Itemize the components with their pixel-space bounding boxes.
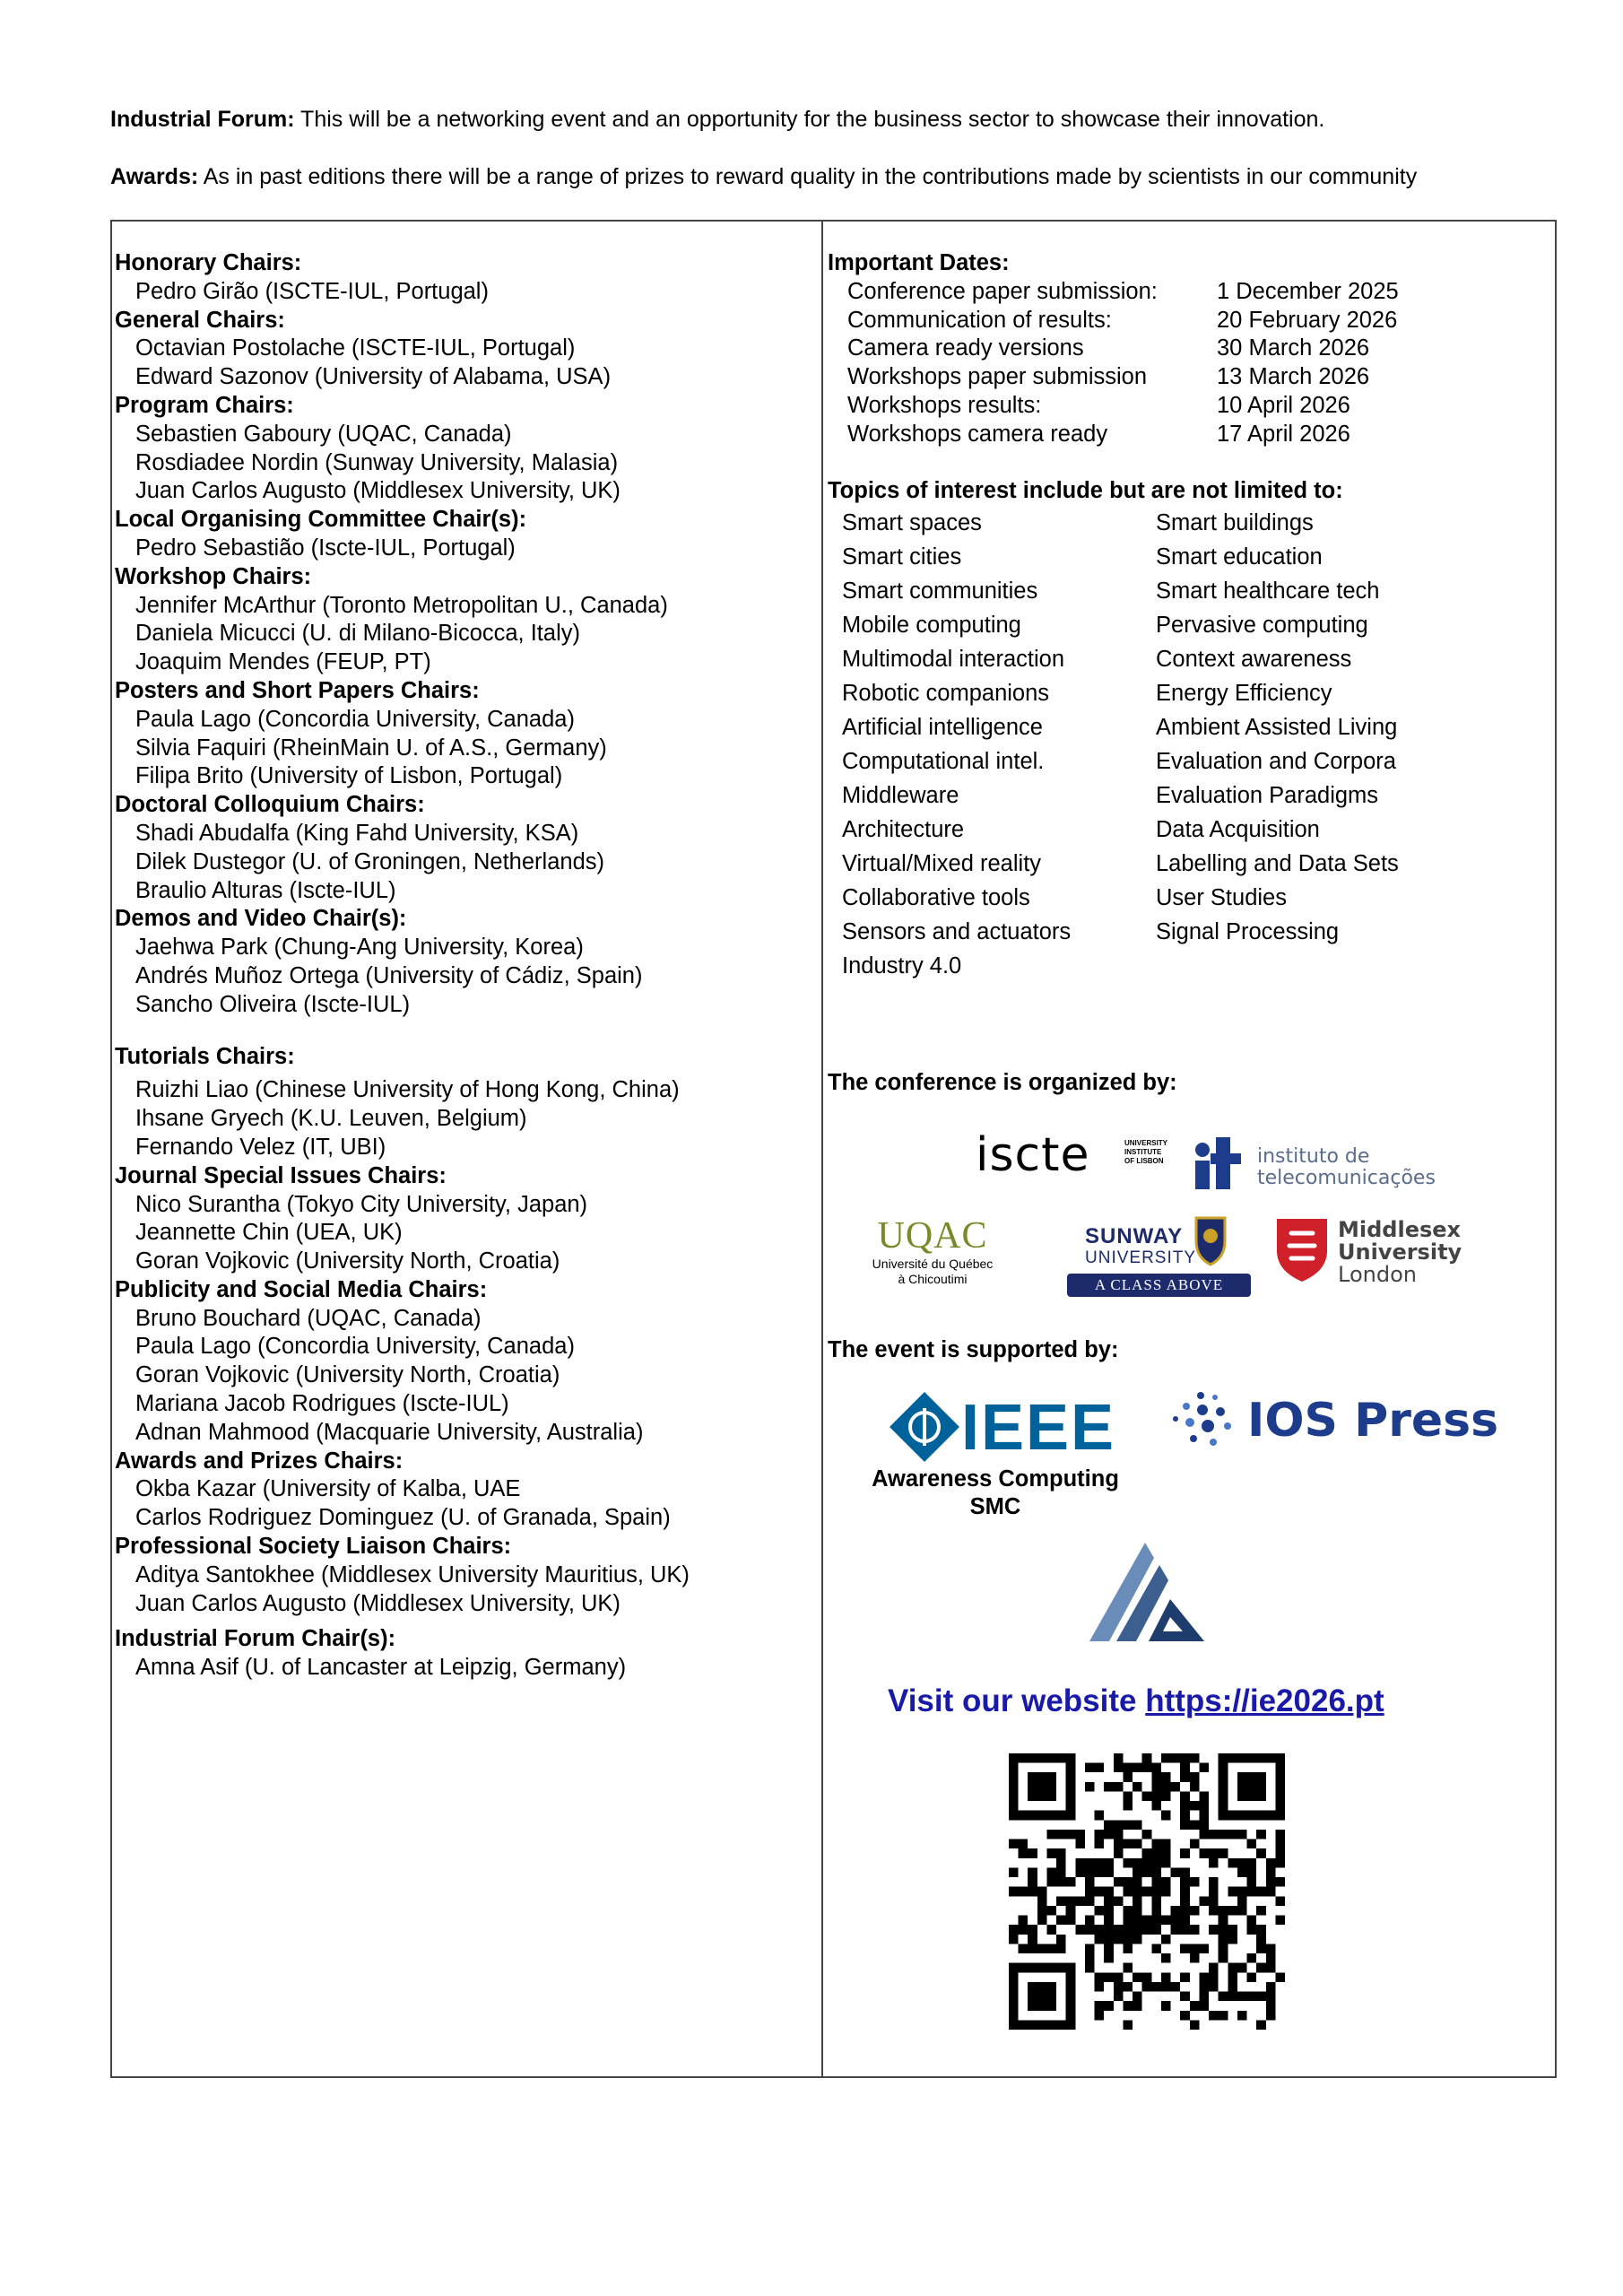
date-label: Camera ready versions (847, 335, 1084, 361)
committee-member: Goran Vojkovic (University North, Croatia) (135, 1248, 560, 1274)
middlesex-line2: University (1338, 1239, 1462, 1265)
date-row (847, 363, 1399, 392)
committee-member: Fernando Velez (IT, UBI) (135, 1134, 386, 1160)
topic-item: Collaborative tools (842, 884, 1030, 910)
ieee-wordmark: IEEE (961, 1392, 1116, 1464)
topic-item: Signal Processing (1156, 918, 1340, 944)
committee-member: Paula Lago (Concordia University, Canada) (135, 1334, 575, 1360)
committee-member: Jeannette Chin (UEA, UK) (135, 1220, 403, 1246)
date-value: 1 December 2025 (1217, 278, 1399, 304)
topics-grid (842, 506, 1545, 983)
forum-text: This will be a networking event and an opportunity for the business sector to showcase their innovation. (294, 107, 1325, 132)
topic-item: Robotic companions (842, 680, 1050, 706)
committee-member: Aditya Santokhee (Middlesex University Mauritius, UK) (135, 1561, 690, 1587)
committee-member: Sancho Oliveira (Iscte-IUL) (135, 991, 411, 1017)
committee-title: General Chairs: (115, 307, 285, 333)
committee-member: Jennifer McArthur (Toronto Metropolitan U., Canada) (135, 592, 668, 618)
committee-member: Bruno Bouchard (UQAC, Canada) (135, 1305, 482, 1331)
website-qr-code[interactable] (1009, 1753, 1285, 2030)
committee-title: Workshop Chairs: (115, 563, 312, 589)
website-prefix: Visit our website (888, 1683, 1146, 1718)
sunway-line2: UNIVERSITY (1085, 1248, 1197, 1267)
ieee-diamond-icon (888, 1390, 961, 1464)
supporter-mark-logo (1089, 1538, 1206, 1646)
topic-item: Virtual/Mixed reality (842, 850, 1042, 876)
committee-title: Publicity and Social Media Chairs: (115, 1276, 488, 1302)
committee-member: Ruizhi Liao (Chinese University of Hong Kong, China) (135, 1077, 680, 1103)
committee-member: Edward Sazonov (University of Alabama, USA) (135, 364, 612, 390)
topic-item: Smart communities (842, 578, 1038, 604)
sunway-tagline: A CLASS ABOVE (1067, 1274, 1251, 1297)
committee-member: Pedro Sebastião (Iscte-IUL, Portugal) (135, 535, 516, 561)
topic-item: Computational intel. (842, 748, 1045, 774)
committee-title: Local Organising Committee Chair(s): (115, 507, 527, 533)
committee-title: Program Chairs: (115, 392, 294, 418)
committee-member: Andrés Muñoz Ortega (University of Cádiz, Spain) (135, 962, 643, 988)
iscte-sub2: INSTITUTE (1124, 1148, 1162, 1156)
forum-label: Industrial Forum: (110, 107, 295, 132)
uqac-wordmark: UQAC (877, 1215, 988, 1257)
topics-title: Topics of interest include but are not limited to: (828, 478, 1343, 503)
topic-item: Evaluation Paradigms (1156, 782, 1379, 808)
date-value: 10 April 2026 (1217, 392, 1350, 418)
committee-member: Amna Asif (U. of Lancaster at Leipzig, Germany) (135, 1655, 627, 1681)
date-value: 20 February 2026 (1217, 307, 1398, 333)
awards-label: Awards: (110, 164, 199, 189)
topic-item: Sensors and actuators (842, 918, 1072, 944)
date-label: Workshops results: (847, 392, 1042, 418)
committee-member: Adnan Mahmood (Macquarie University, Australia) (135, 1419, 644, 1445)
committee-member: Carlos Rodriguez Dominguez (U. of Granada, Spain) (135, 1505, 671, 1531)
ieee-line2: SMC (969, 1494, 1021, 1519)
important-dates (828, 249, 1545, 449)
organizers-title: The conference is organized by: (828, 1070, 1177, 1095)
iscte-sub1: UNIVERSITY (1124, 1139, 1168, 1147)
committee-member: Goran Vojkovic (University North, Croatia) (135, 1362, 560, 1388)
committee-member: Filipa Brito (University of Lisbon, Portugal) (135, 763, 563, 789)
topic-item: Middleware (842, 782, 959, 808)
ios-press-wordmark: IOS Press (1247, 1394, 1499, 1448)
committee-member: Ihsane Gryech (K.U. Leuven, Belgium) (135, 1106, 527, 1132)
website-line (888, 1683, 1384, 1719)
committee-member: Rosdiadee Nordin (Sunway University, Malasia) (135, 449, 619, 475)
committee-member: Paula Lago (Concordia University, Canada) (135, 706, 575, 732)
intro-awards (110, 163, 1545, 190)
committee-member: Jaehwa Park (Chung-Ang University, Korea) (135, 935, 584, 961)
date-value: 17 April 2026 (1217, 421, 1350, 447)
uqac-logo (856, 1215, 1009, 1296)
it-logo (1193, 1134, 1435, 1195)
date-row (847, 421, 1399, 449)
committee-member: Sebastien Gaboury (UQAC, Canada) (135, 421, 512, 447)
topic-item: Multimodal interaction (842, 646, 1065, 672)
topic-item: Mobile computing (842, 612, 1021, 638)
triangle-mark-icon (1089, 1538, 1206, 1646)
date-label: Communication of results: (847, 307, 1112, 333)
sunway-wordmark: SUNWAY (1085, 1224, 1184, 1248)
iscte-sub3: OF LISBON (1124, 1157, 1164, 1165)
supporters-title: The event is supported by: (828, 1337, 1119, 1362)
sunway-crest-icon (1193, 1211, 1228, 1266)
committee-member: Daniela Micucci (U. di Milano-Bicocca, Italy) (135, 621, 580, 647)
date-row (847, 392, 1399, 421)
committee-member: Pedro Girão (ISCTE-IUL, Portugal) (135, 278, 489, 304)
middlesex-line3: London (1338, 1262, 1417, 1287)
committee-member: Juan Carlos Augusto (Middlesex University, UK) (135, 1590, 621, 1616)
date-value: 30 March 2026 (1217, 335, 1370, 361)
topic-item: Artificial intelligence (842, 714, 1043, 740)
committee-list (115, 249, 814, 1683)
committee-member: Mariana Jacob Rodrigues (Iscte-IUL) (135, 1391, 509, 1417)
date-row (847, 335, 1399, 363)
topic-item: Data Acquisition (1156, 816, 1320, 842)
date-label: Workshops paper submission (847, 364, 1148, 390)
committee-title: Demos and Video Chair(s): (115, 906, 407, 932)
iscte-logo (976, 1128, 1191, 1182)
topic-item: Pervasive computing (1156, 612, 1368, 638)
topic-item: Smart spaces (842, 509, 982, 535)
committee-member: Braulio Alturas (Iscte-IUL) (135, 877, 396, 903)
committee-title: Industrial Forum Chair(s): (115, 1626, 396, 1652)
date-label: Conference paper submission: (847, 278, 1158, 304)
committee-member: Okba Kazar (University of Kalba, UAE (135, 1476, 521, 1502)
committee-member: Joaquim Mendes (FEUP, PT) (135, 649, 431, 675)
committee-title: Tutorials Chairs: (115, 1043, 295, 1069)
ios-press-dots-icon (1170, 1388, 1237, 1451)
ios-press-logo (1170, 1388, 1499, 1451)
topic-item: Energy Efficiency (1156, 680, 1332, 706)
uqac-line1: Université du Québec (872, 1257, 994, 1271)
committee-title: Posters and Short Papers Chairs: (115, 677, 480, 703)
column-divider (821, 220, 823, 2078)
section-spacer (115, 1020, 814, 1043)
date-value: 13 March 2026 (1217, 364, 1370, 390)
ieee-line1: Awareness Computing (872, 1466, 1119, 1492)
committee-title: Doctoral Colloquium Chairs: (115, 792, 425, 818)
middlesex-logo (1273, 1215, 1462, 1287)
committee-title: Honorary Chairs: (115, 250, 302, 275)
it-line1: instituto de (1257, 1145, 1370, 1168)
topic-item: Smart education (1156, 544, 1323, 570)
topic-item: Smart buildings (1156, 509, 1314, 535)
uqac-line2: à Chicoutimi (898, 1272, 968, 1286)
committee-member: Juan Carlos Augusto (Middlesex University, UK) (135, 478, 621, 504)
website-link[interactable]: https://ie2026.pt (1145, 1683, 1384, 1718)
intro-industrial-forum (110, 106, 1545, 133)
committee-title: Journal Special Issues Chairs: (115, 1162, 447, 1188)
it-line2: telecomunicações (1257, 1167, 1436, 1189)
topic-item: Smart healthcare tech (1156, 578, 1380, 604)
section-spacer (115, 1618, 814, 1625)
dates-title: Important Dates: (828, 250, 1010, 275)
committee-member: Silvia Faquiri (RheinMain U. of A.S., Germany) (135, 735, 607, 761)
topic-item: Smart cities (842, 544, 962, 570)
topic-item: Labelling and Data Sets (1156, 850, 1399, 876)
committee-title: Professional Society Liaison Chairs: (115, 1534, 512, 1560)
committee-member: Nico Surantha (Tokyo City University, Japan) (135, 1191, 588, 1217)
topic-item: Architecture (842, 816, 965, 842)
awards-text: As in past editions there will be a range of prizes to reward quality in the contributions made by scientists in our community (198, 164, 1418, 189)
committee-member: Octavian Postolache (ISCTE-IUL, Portugal) (135, 335, 576, 361)
middlesex-shield-icon (1273, 1215, 1331, 1283)
date-row (847, 278, 1399, 307)
committee-title: Awards and Prizes Chairs: (115, 1448, 404, 1474)
topic-item: User Studies (1156, 884, 1287, 910)
topic-item: Context awareness (1156, 646, 1352, 672)
topics-of-interest (828, 477, 1545, 983)
topic-item: Industry 4.0 (842, 952, 962, 978)
iscte-wordmark: iscte (976, 1128, 1090, 1182)
topic-item: Ambient Assisted Living (1156, 714, 1398, 740)
date-row (847, 307, 1399, 335)
middlesex-line1: Middlesex (1338, 1217, 1462, 1242)
dates-table (847, 278, 1399, 449)
ieee-logo (861, 1390, 1130, 1519)
topic-item: Evaluation and Corpora (1156, 748, 1396, 774)
sunway-logo (1067, 1211, 1251, 1300)
date-label: Workshops camera ready (847, 421, 1108, 447)
committee-member: Dilek Dustegor (U. of Groningen, Netherlands) (135, 848, 604, 874)
it-mark-icon (1193, 1134, 1243, 1189)
committee-member: Shadi Abudalfa (King Fahd University, KSA) (135, 820, 579, 846)
